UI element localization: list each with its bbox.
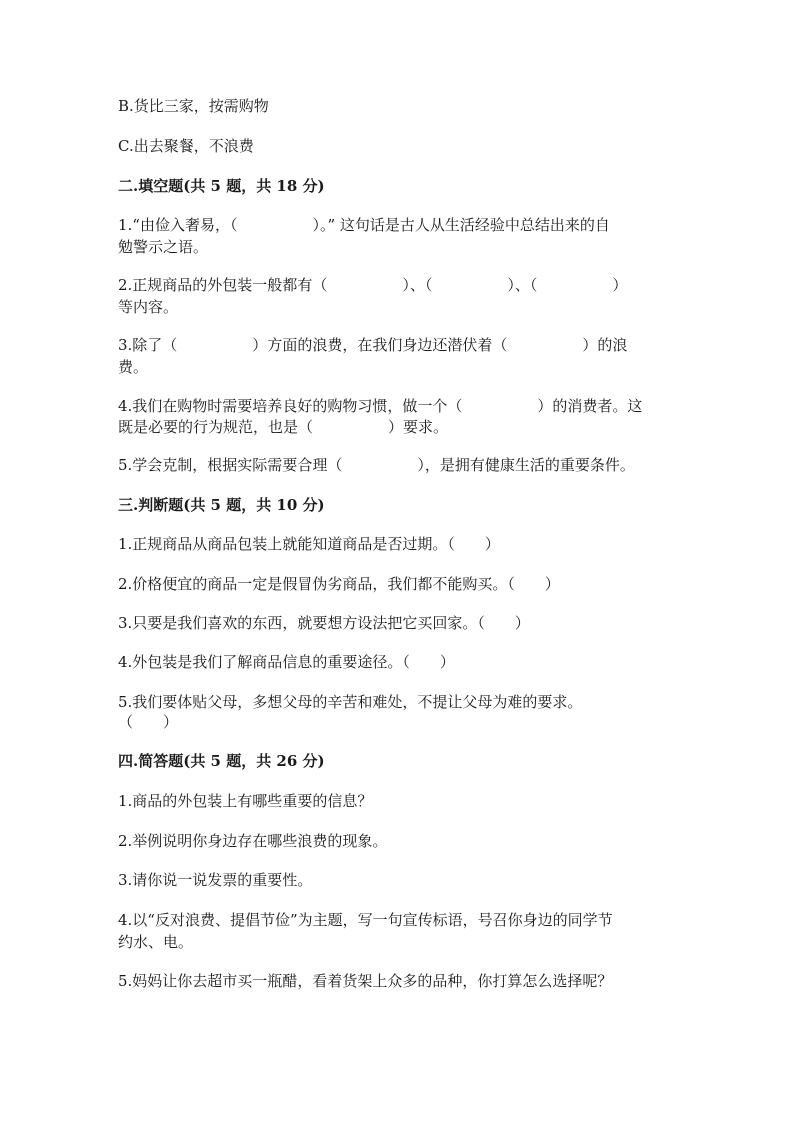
tf-q1: 1.正规商品从商品包装上就能知道商品是否过期。（ ）	[118, 535, 500, 553]
choice-option-c: C.出去聚餐，不浪费	[118, 137, 254, 155]
tf-q4: 4.外包装是我们了解商品信息的重要途径。（ ）	[118, 653, 455, 671]
sa-q2: 2.举例说明你身边存在哪些浪费的现象。	[118, 832, 388, 850]
section-heading-fill-blank: 二.填空题(共 5 题，共 18 分)	[118, 177, 325, 195]
fill-q1-line2: 勉警示之语。	[118, 238, 209, 256]
fill-q3-line1: 3.除了（ ）方面的浪费，在我们身边还潜伏着（ ）的浪	[118, 336, 628, 354]
sa-q4-line1: 4.以“反对浪费、提倡节俭”为主题，写一句宣传标语，号召你身边的同学节	[118, 911, 613, 929]
sa-q1: 1.商品的外包装上有哪些重要的信息？	[118, 792, 373, 810]
tf-q2: 2.价格便宜的商品一定是假冒伪劣商品，我们都不能购买。（ ）	[118, 575, 560, 593]
tf-q5-line2: （ ）	[118, 713, 179, 731]
sa-q4-line2: 约水、电。	[118, 933, 194, 951]
fill-q4-line1: 4.我们在购物时需要培养良好的购物习惯，做一个（ ）的消费者。这	[118, 397, 643, 415]
section-heading-true-false: 三.判断题(共 5 题，共 10 分)	[118, 496, 325, 514]
fill-q3-line2: 费。	[118, 358, 149, 376]
tf-q5-line1: 5.我们要体贴父母，多想父母的辛苦和难处，不提让父母为难的要求。	[118, 693, 583, 711]
fill-q2-line2: 等内容。	[118, 298, 179, 316]
fill-q1-line1: 1.“由俭入奢易，（ ）。” 这句话是古人从生活经验中总结出来的自	[118, 216, 610, 234]
fill-q2-line1: 2.正规商品的外包装一般都有（ ）、（ ）、（ ）	[118, 276, 628, 294]
fill-q4-line2: 既是必要的行为规范，也是（ ）要求。	[118, 418, 449, 436]
tf-q3: 3.只要是我们喜欢的东西，就要想方设法把它买回家。（ ）	[118, 614, 530, 632]
fill-q5: 5.学会克制，根据实际需要合理（ ），是拥有健康生活的重要条件。	[118, 456, 635, 474]
sa-q3: 3.请你说一说发票的重要性。	[118, 871, 313, 889]
section-heading-short-answer: 四.简答题(共 5 题，共 26 分)	[118, 752, 325, 770]
choice-option-b: B.货比三家，按需购物	[118, 97, 269, 115]
sa-q5: 5.妈妈让你去超市买一瓶醋，看着货架上众多的品种，你打算怎么选择呢？	[118, 972, 613, 990]
